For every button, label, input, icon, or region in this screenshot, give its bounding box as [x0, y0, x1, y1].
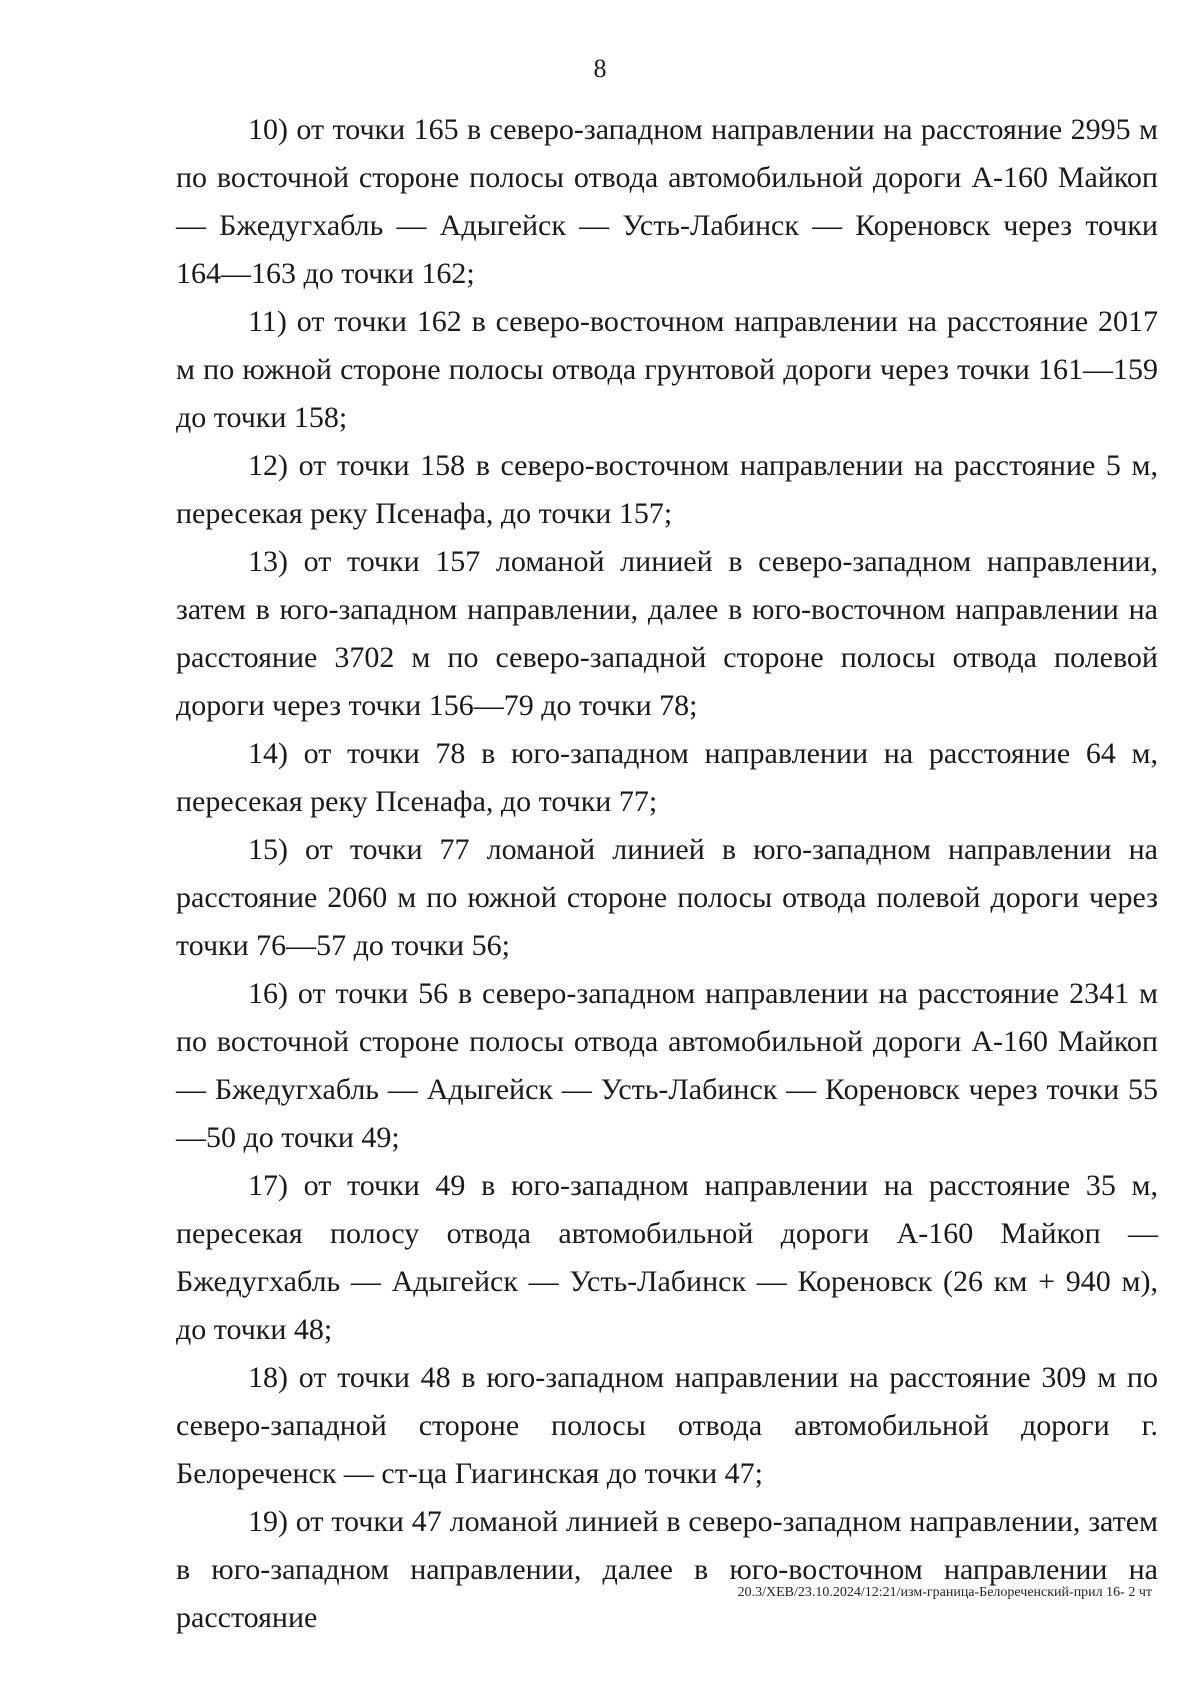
paragraph-13: 13) от точки 157 ломаной линией в северо-западном направлении, затем в юго-западном направлении, далее в юго-восточном направлении на расстояние 3702 м по северо-западной стороне полосы отвода полевой дороги через точки 156—79 до точки 78; — [176, 545, 1158, 722]
paragraph-15: 15) от точки 77 ломаной линией в юго-западном направлении на расстояние 2060 м по южной стороне полосы отвода полевой дороги через точки 76—57 до точки 56; — [176, 833, 1158, 962]
paragraph-19: 19) от точки 47 ломаной линией в северо-западном направлении, затем в юго-западном направлении, далее в юго-восточном направлении на расстояние — [176, 1505, 1158, 1634]
paragraph-10: 10) от точки 165 в северо-западном направлении на расстояние 2995 м по восточной стороне полосы отвода автомобильной дороги А-160 Майкоп — Бжедугхабль — Адыгейск — Усть-Лабинск — Кореновск через точки 164—163 до точки 162; — [176, 113, 1158, 290]
paragraph-11: 11) от точки 162 в северо-восточном направлении на расстояние 2017 м по южной стороне полосы отвода грунтовой дороги через точки 161—159 до точки 158; — [176, 305, 1158, 434]
document-footer: 20.3/ХЕВ/23.10.2024/12:21/изм-граница-Белореченский-прил 16- 2 чт — [737, 1585, 1152, 1600]
page-number: 8 — [593, 54, 607, 83]
paragraph-17: 17) от точки 49 в юго-западном направлении на расстояние 35 м, пересекая полосу отвода автомобильной дороги А-160 Майкоп — Бжедугхабль — Адыгейск — Усть-Лабинск — Кореновск (26 км + 940 м), до точки 48; — [176, 1169, 1158, 1346]
paragraph-18: 18) от точки 48 в юго-западном направлении на расстояние 309 м по северо-западной стороне полосы отвода автомобильной дороги г. Белореченск — ст-ца Гиагинская до точки 47; — [176, 1361, 1158, 1490]
paragraph-12: 12) от точки 158 в северо-восточном направлении на расстояние 5 м, пересекая реку Псенафа, до точки 157; — [176, 449, 1158, 530]
paragraph-16: 16) от точки 56 в северо-западном направлении на расстояние 2341 м по восточной стороне полосы отвода автомобильной дороги А-160 Майкоп — Бжедугхабль — Адыгейск — Усть-Лабинск — Кореновск через точки 55—50 до точки 49; — [176, 977, 1158, 1154]
paragraph-14: 14) от точки 78 в юго-западном направлении на расстояние 64 м, пересекая реку Псенафа, до точки 77; — [176, 737, 1158, 818]
document-body — [176, 106, 1158, 1642]
